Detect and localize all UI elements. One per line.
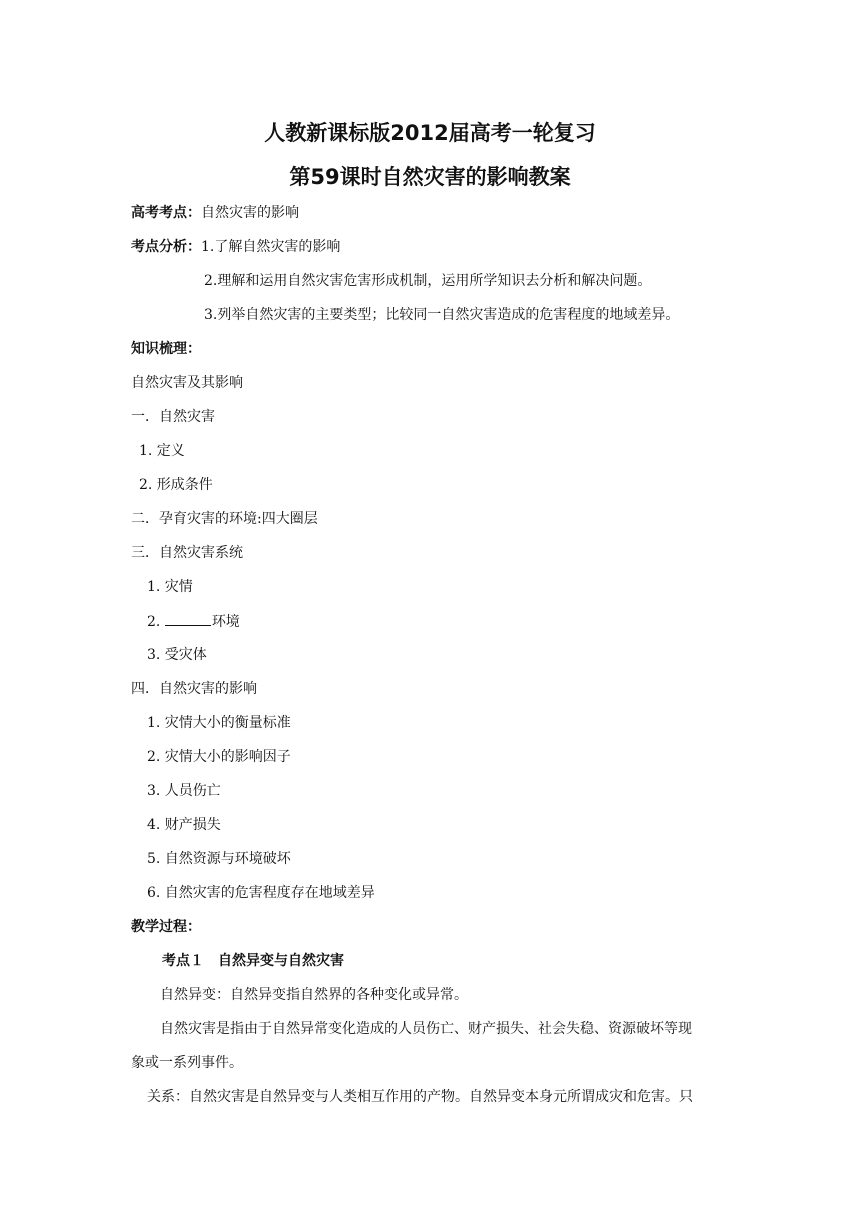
section-4-title: 四．自然灾害的影响 xyxy=(131,681,257,697)
exam-point-line xyxy=(131,203,299,223)
analysis-item-1: 1.了解自然灾害的影响 xyxy=(201,239,341,255)
key-point-1-heading: 考点１ 自然异变与自然灾害 xyxy=(162,953,344,969)
section-1-item: 1. 定义 xyxy=(139,443,185,459)
section-3-item: 1. 灾情 xyxy=(147,579,193,595)
section-3-item: 3. 受灾体 xyxy=(147,647,207,663)
section-4-item: 6. 自然灾害的危害程度存在地域差异 xyxy=(147,885,375,901)
section-4-item: 5. 自然资源与环境破坏 xyxy=(147,851,291,867)
analysis-line xyxy=(131,237,340,257)
paragraph-2-line-2: 象或一系列事件。 xyxy=(131,1055,243,1071)
paragraph-1: 自然异变：自然异变指自然界的各种变化或异常。 xyxy=(160,987,468,1003)
section-2-title: 二．孕育灾害的环境:四大圈层 xyxy=(131,511,318,527)
doc-title: 人教新课标版2012届高考一轮复习 xyxy=(264,121,596,145)
analysis-item-2: 2.理解和运用自然灾害危害形成机制，运用所学知识去分析和解决问题。 xyxy=(204,273,652,289)
item-text: 环境 xyxy=(211,614,240,630)
section-3-item-blank xyxy=(147,611,240,632)
section-4-item: 3. 人员伤亡 xyxy=(147,783,221,799)
fill-blank xyxy=(165,611,211,626)
paragraph-2-line-1: 自然灾害是指由于自然异常变化造成的人员伤亡、财产损失、社会失稳、资源破坏等现 xyxy=(160,1021,692,1037)
teaching-heading: 教学过程： xyxy=(131,919,201,935)
doc-subtitle: 第59课时自然灾害的影响教案 xyxy=(289,165,571,189)
paragraph-3: 关系：自然灾害是自然异变与人类相互作用的产物。自然异变本身元所谓成灾和危害。只 xyxy=(147,1089,693,1105)
section-4-item: 4. 财产损失 xyxy=(147,817,221,833)
item-number: 2. xyxy=(147,614,165,630)
knowledge-heading: 知识梳理： xyxy=(131,341,201,357)
section-4-item: 1. 灾情大小的衡量标准 xyxy=(147,715,291,731)
analysis-label: 考点分析： xyxy=(131,239,201,255)
exam-point-text: 自然灾害的影响 xyxy=(201,205,299,221)
exam-point-label: 高考考点： xyxy=(131,205,201,221)
knowledge-title: 自然灾害及其影响 xyxy=(131,375,243,391)
section-1-title: 一．自然灾害 xyxy=(131,409,215,425)
section-4-item: 2. 灾情大小的影响因子 xyxy=(147,749,291,765)
analysis-item-3: 3.列举自然灾害的主要类型；比较同一自然灾害造成的危害程度的地域差异。 xyxy=(204,307,680,323)
section-3-title: 三．自然灾害系统 xyxy=(131,545,243,561)
section-1-item: 2. 形成条件 xyxy=(139,477,213,493)
